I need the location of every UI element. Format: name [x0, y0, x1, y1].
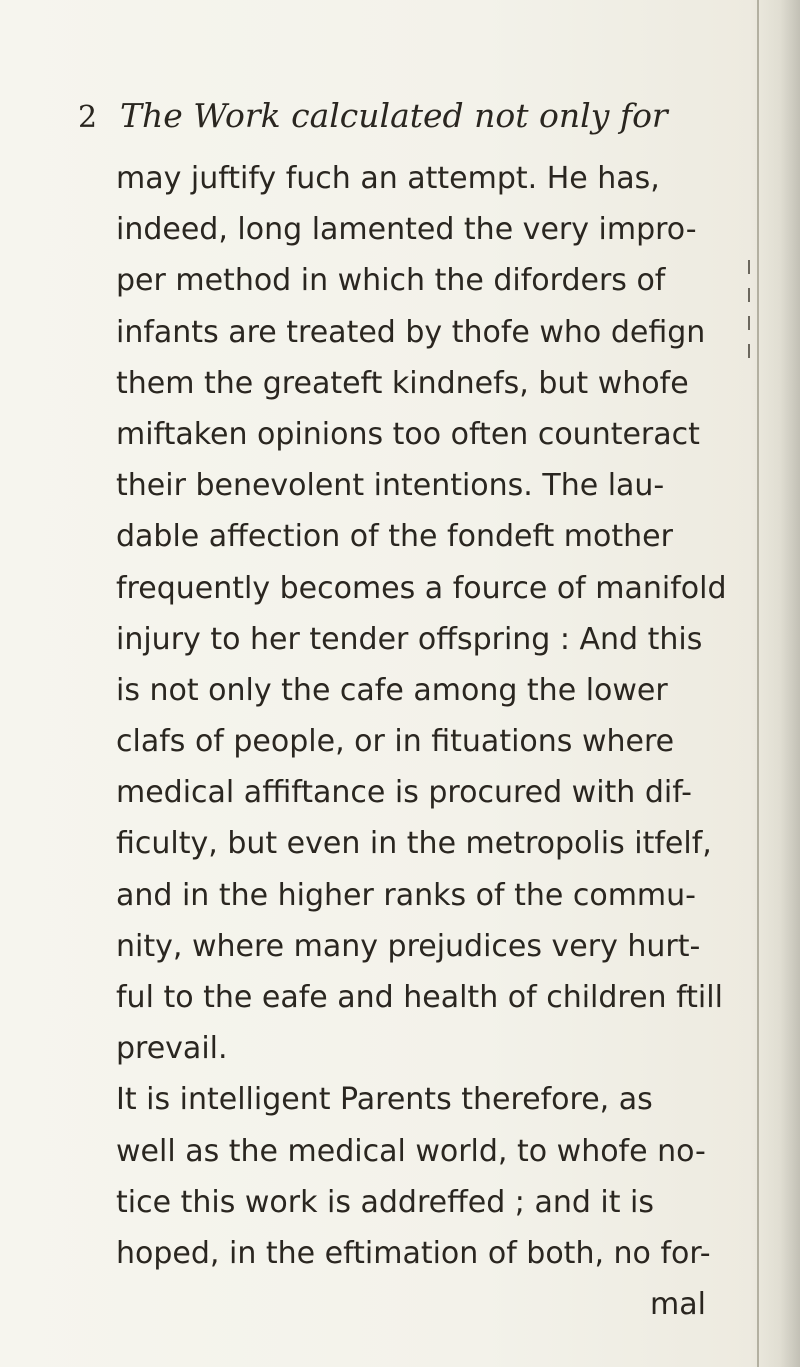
text-line: nity, where many prejudices very hurt- — [116, 928, 701, 964]
text-line: tice this work is addreffed ; and it is — [116, 1184, 655, 1220]
text-line: is not only the cafe among the lower — [116, 672, 668, 708]
text-line: ficulty, but even in the metropolis itfelf, — [116, 826, 712, 862]
page-number: 2 — [78, 100, 98, 135]
gutter-mark — [748, 344, 750, 358]
text-line: dable affection of the fondeft mother — [116, 519, 673, 555]
text-line: frequently becomes a fource of manifold — [116, 570, 727, 606]
text-line: miftaken opinions too often counteract — [116, 416, 700, 452]
text-line: clafs of people, or in fituations where — [116, 724, 675, 760]
text-line: their benevolent intentions. The lau- — [116, 468, 665, 504]
paragraph-start-line: It is intelligent Parents therefore, as — [116, 1082, 653, 1118]
text-line: medical affiftance is procured with dif- — [116, 775, 692, 811]
text-line: ful to the eafe and health of children ftill — [116, 980, 723, 1015]
text-line: indeed, long lamented the very impro- — [116, 212, 697, 248]
catchword: mal — [650, 1287, 706, 1323]
body-text — [116, 153, 746, 1330]
text-line: and in the higher ranks of the commu- — [116, 877, 696, 913]
text-line: prevail. — [116, 1031, 228, 1067]
text-line: per method in which the diforders of — [116, 263, 666, 299]
gutter-mark — [748, 288, 750, 302]
gutter-marks — [748, 260, 756, 400]
running-title: The Work calculated not only for — [120, 96, 668, 135]
gutter-mark — [748, 316, 750, 330]
text-line: may juftify fuch an attempt. He has, — [116, 161, 660, 196]
text-line: infants are treated by thofe who defign — [116, 314, 706, 350]
text-line: them the greateft kindnefs, but whofe — [116, 365, 689, 401]
gutter-mark — [748, 260, 750, 274]
gutter-edge — [757, 0, 759, 1367]
text-line: hoped, in the eftimation of both, no for- — [116, 1235, 711, 1271]
text-line: injury to her tender offspring : And this — [116, 621, 703, 657]
text-line: well as the medical world, to whofe no- — [116, 1133, 706, 1169]
page-header — [78, 96, 718, 146]
